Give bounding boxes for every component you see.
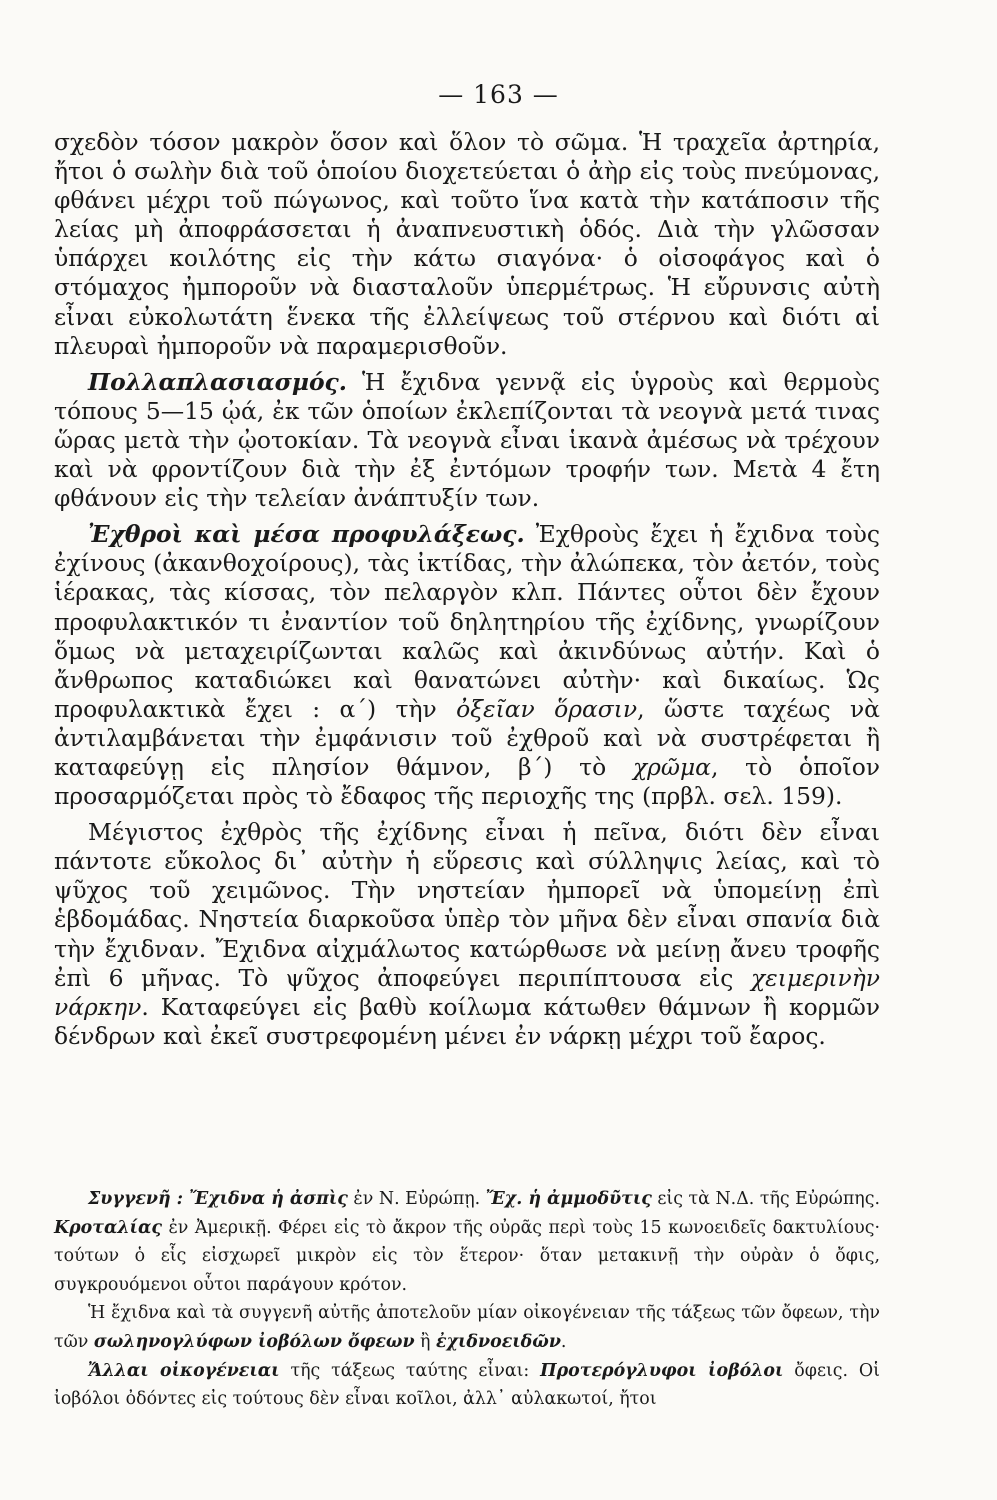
paragraph-text: Μέγιστος ἐχθρὸς τῆς ἐχίδνης εἶναι ἡ πεῖνα, διότι δὲν εἶναι πάντοτε εὔκολος δι᾽ αὐτὴν ἡ εὕρεσις καὶ σύλληψις λείας, καὶ τὸ ψῦχος τοῦ χειμῶνος. Τὴν νηστείαν ἠμπορεῖ νὰ ὑπομείνῃ ἐπὶ ἑβδομάδας. Νηστεία διαρκοῦσα ὑπὲρ τὸν μῆνα δὲν εἶναι σπανία διὰ τὴν ἔχιδναν. Ἔχιδνα αἰχμάλωτος κατώρθωσε νὰ μείνῃ ἄνευ τροφῆς ἐπὶ 6 μῆνας. Τὸ ψῦχος ἀποφεύγει περιπίπτουσα εἰς — [54, 818, 880, 992]
note-family — [54, 1299, 880, 1356]
notes-text — [54, 1185, 880, 1414]
emphasis-text: χειμερινὴν νάρκην — [54, 963, 880, 1021]
paragraph-hunger-cold — [54, 818, 880, 1051]
species-name: Κροταλίας — [54, 1217, 162, 1238]
note-heading: Συγγενῆ : — [88, 1189, 184, 1209]
note-text: . — [560, 1331, 567, 1352]
paragraph-anatomy: σχεδὸν τόσον μακρὸν ὅσον καὶ ὅλον τὸ σῶμα. Ἡ τραχεῖα ἀρτηρία, ἤτοι ὁ σωλὴν διὰ τοῦ ὁποίου διοχετεύεται ὁ ἀὴρ εἰς τοὺς πνεύμονας, φθάνει μέχρι τοῦ πώγωνος, καὶ τοῦτο ἵνα κατὰ τὴν κατάποσιν τῆς λείας μὴ ἀποφράσσεται ἡ ἀναπνευστικὴ ὁδός. Διὰ τὴν γλῶσσαν ὑπάρχει κοιλότης εἰς τὴν κάτω σιαγόνα· ὁ οἰσοφάγος καὶ ὁ στόμαχος ἠμποροῦν νὰ διασταλοῦν ὑπερμέτρως. Ἡ εὔρυνσις αὐτὴ εἶναι εὐκολωτάτη ἕνεκα τῆς ἐλλείψεως τοῦ στέρνου καὶ διότι αἱ πλευραὶ ἠμποροῦν νὰ παραμερισθοῦν. — [54, 128, 880, 360]
family-name: Ἄλλαι οἰκογένειαι — [88, 1360, 280, 1381]
note-text: εἰς τὰ Ν.Δ. τῆς Εὐρώπης. — [651, 1189, 880, 1209]
note-text: ἢ — [414, 1331, 436, 1352]
family-name: Προτερόγλυφοι ἰοβόλοι — [540, 1360, 784, 1381]
family-name: ἐχιδνοειδῶν — [436, 1331, 561, 1352]
note-text: ἐν Ν. Εὐρώπῃ. — [347, 1189, 486, 1209]
paragraph-text: , τὸ ὁποῖον προσαρμόζεται πρὸς τὸ ἔδαφος τῆς περιοχῆς της (πρβλ. σελ. 159). — [54, 752, 880, 811]
paragraph-text: , ὥστε ταχέως νὰ ἀντιλαμβάνεται τὴν ἐμφάνισιν τοῦ ἐχθροῦ καὶ νὰ συστρέφεται ἢ καταφεύγῃ εἰς πλησίον θάμνον, β΄) τὸ — [54, 694, 880, 781]
paragraph-reproduction — [54, 368, 880, 513]
paragraph-enemies — [54, 520, 880, 811]
paragraph-text: Ἡ ἔχιδνα γεννᾷ εἰς ὑγροὺς καὶ θερμοὺς τόπους 5—15 ᾠά, ἐκ τῶν ὁποίων ἐκλεπίζονται τὰ νεογνὰ μετά τινας ὥρας μετὰ τὴν ᾠοτοκίαν. Τὰ νεογνὰ εἶναι ἱκανὰ ἀμέσως νὰ τρέχουν καὶ νὰ φροντίζουν διὰ τὴν ἐξ ἐντόμων τροφήν των. Μετὰ 4 ἔτη φθάνουν εἰς τὴν τελείαν ἀνάπτυξίν των. — [54, 367, 880, 513]
note-relatives — [54, 1185, 880, 1299]
note-other-families — [54, 1357, 880, 1414]
species-name: Ἔχιδνα ἡ ἀσπὶς — [183, 1189, 348, 1209]
note-text: Ἡ ἔχιδνα καὶ τὰ συγγενῆ αὐτῆς ἀποτελοῦν μίαν οἰκογένειαν τῆς τάξεως τῶν ὄφεων, τὴν τῶν — [54, 1303, 880, 1352]
note-text: τῆς τάξεως ταύτης εἶναι: — [279, 1360, 541, 1381]
paragraph-text: . Καταφεύγει εἰς βαθὺ κοίλωμα κάτωθεν θάμνων ἢ κορμῶν δένδρων καὶ ἐκεῖ συστρεφομένη μένει ἐν νάρκῃ μέχρι τοῦ ἔαρος. — [54, 992, 880, 1050]
note-text: ἐν Ἀμερικῇ. Φέρει εἰς τὸ ἄκρον τῆς οὐρᾶς περὶ τοὺς 15 κωνοειδεῖς δακτυλίους· τούτων ὁ εἷς εἰσχωρεῖ μικρὸν εἰς τὸν ἕτερον· ὅταν μετακινῇ τὴν οὐρὰν ὁ ὄφις, συγκρουόμενοι οὗτοι παράγουν κρότον. — [54, 1217, 880, 1295]
note-text: ὄφεις. Οἱ ἰοβόλοι ὀδόντες εἰς τούτους δὲν εἶναι κοῖλοι, ἀλλ᾽ αὐλακωτοί, ἤτοι — [54, 1360, 880, 1410]
main-text — [54, 128, 880, 1051]
emphasis-text: ὀξεῖαν ὅρασιν — [456, 694, 638, 723]
section-heading: Πολλαπλασιασμός. — [88, 367, 347, 396]
page-number: — 163 — — [438, 80, 559, 109]
species-name: Ἔχ. ἡ ἀμμοδῦτις — [485, 1189, 652, 1209]
section-heading: Ἐχθροὶ καὶ μέσα προφυλάξεως. — [88, 520, 525, 549]
family-name: σωληνογλύφων ἰοβόλων ὄφεων — [93, 1331, 415, 1352]
emphasis-text: χρῶμα — [632, 752, 711, 781]
paragraph-text: Ἐχθροὺς ἔχει ἡ ἔχιδνα τοὺς ἐχίνους (ἀκανθοχοίρους), τὰς ἰκτίδας, τὴν ἀλώπεκα, τὸν ἀετόν, τοὺς ἱέρακας, τὰς κίσσας, τὸν πελαργὸν κλπ. Πάντες οὗτοι δὲν ἔχουν προφυλακτικόν τι ἐναντίον τοῦ δηλητηρίου τῆς ἐχίδνης, γνωρίζουν ὅμως νὰ μεταχειρίζωνται καλῶς καὶ ἀκινδύνως αὐτήν. Καὶ ὁ ἄνθρωπος καταδιώκει καὶ θανατώνει αὐτὴν· καὶ δικαίως. Ὡς προφυλακτικὰ ἔχει : α΄) τὴν — [54, 520, 880, 723]
